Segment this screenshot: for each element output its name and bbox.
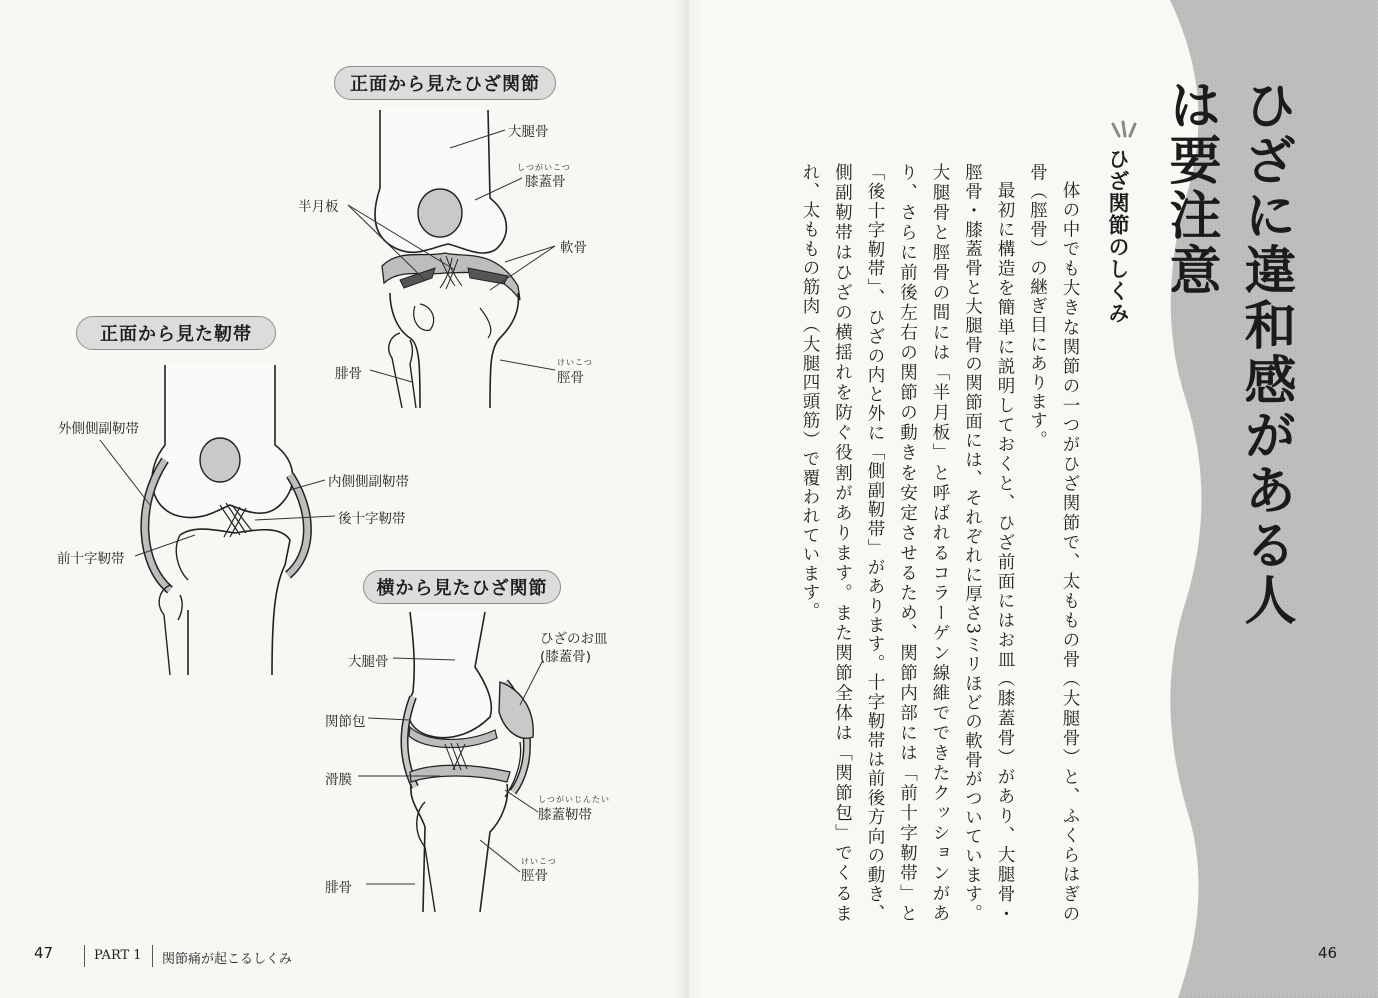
label-patellar-ligament: 膝蓋靭帯	[538, 807, 592, 823]
ruby-patellar-ligament: しつがいじんたい	[538, 795, 610, 804]
label-fibula-front: 腓骨	[335, 366, 362, 382]
label-femur-front: 大腿骨	[508, 124, 549, 140]
figure-title-side-knee: 横から見たひざ関節	[363, 570, 561, 604]
label-synovium: 滑膜	[325, 772, 352, 788]
page-title: ひざに違和感がある人は要注意	[1160, 78, 1295, 628]
label-patella-side-line2: (膝蓋骨)	[540, 649, 592, 665]
ruby-tibia-front: けいこつ	[557, 358, 593, 367]
footer-separator	[152, 945, 153, 967]
section-accent-icon	[1110, 120, 1140, 140]
running-head-chapter: 関節痛が起こるしくみ	[162, 952, 293, 967]
figure-title-front-knee: 正面から見たひざ関節	[334, 66, 556, 100]
label-acl: 前十字靭帯	[57, 551, 125, 567]
label-meniscus: 半月板	[298, 199, 339, 215]
body-paragraph-1: 体の中でも大きな関節の一つがひざ関節で、太ももの骨（大腿骨）と、ふくらはぎの骨（脛骨）の継ぎ目にあります。	[1027, 163, 1080, 923]
label-femur-side: 大腿骨	[348, 654, 389, 670]
label-cartilage: 軟骨	[560, 240, 587, 256]
footer-separator	[84, 945, 85, 967]
section-heading: ひざ関節のしくみ	[1106, 148, 1130, 324]
label-pcl: 後十字靭帯	[338, 511, 406, 527]
label-mcl: 内側側副靭帯	[328, 474, 409, 490]
ruby-patella-front: しつがいこつ	[517, 163, 571, 172]
label-capsule: 関節包	[325, 714, 366, 730]
label-fibula-side: 腓骨	[325, 880, 352, 896]
label-lcl: 外側側副靭帯	[58, 421, 139, 437]
page-number-left: 47	[34, 944, 54, 962]
running-head-part: PART 1	[94, 948, 142, 963]
body-text	[766, 163, 1086, 923]
label-patella-front: 膝蓋骨	[525, 174, 566, 190]
figure-title-ligaments: 正面から見た靭帯	[76, 316, 276, 350]
label-tibia-side: 脛骨	[521, 868, 548, 884]
label-tibia-front: 脛骨	[557, 370, 584, 386]
ruby-tibia-side: けいこつ	[521, 857, 557, 866]
label-patella-side-line1: ひざのお皿	[540, 631, 608, 647]
page-number-right: 46	[1318, 944, 1338, 962]
body-paragraph-2: 最初に構造を簡単に説明しておくと、ひざ前面にはお皿（膝蓋骨）があり、大腿骨・脛骨・膝蓋骨と大腿骨の関節面には、それぞれに厚さ3ミリほどの軟骨がついています。大腿骨と脛骨の間には「半月板」と呼ばれるコラーゲン線維でできたクッションがあり、さらに前後左右の関節の動きを安定させるため、関節内部には「前十字靭帯」と「後十字靭帯」、ひざの内と外に「側副靭帯」があります。十字靭帯は前後方向の動き、側副靭帯はひざの横揺れを防ぐ役割があります。また関節全体は「関節包」でくるまれ、太ももの筋肉（大腿四頭筋）で覆われています。	[800, 163, 1015, 923]
